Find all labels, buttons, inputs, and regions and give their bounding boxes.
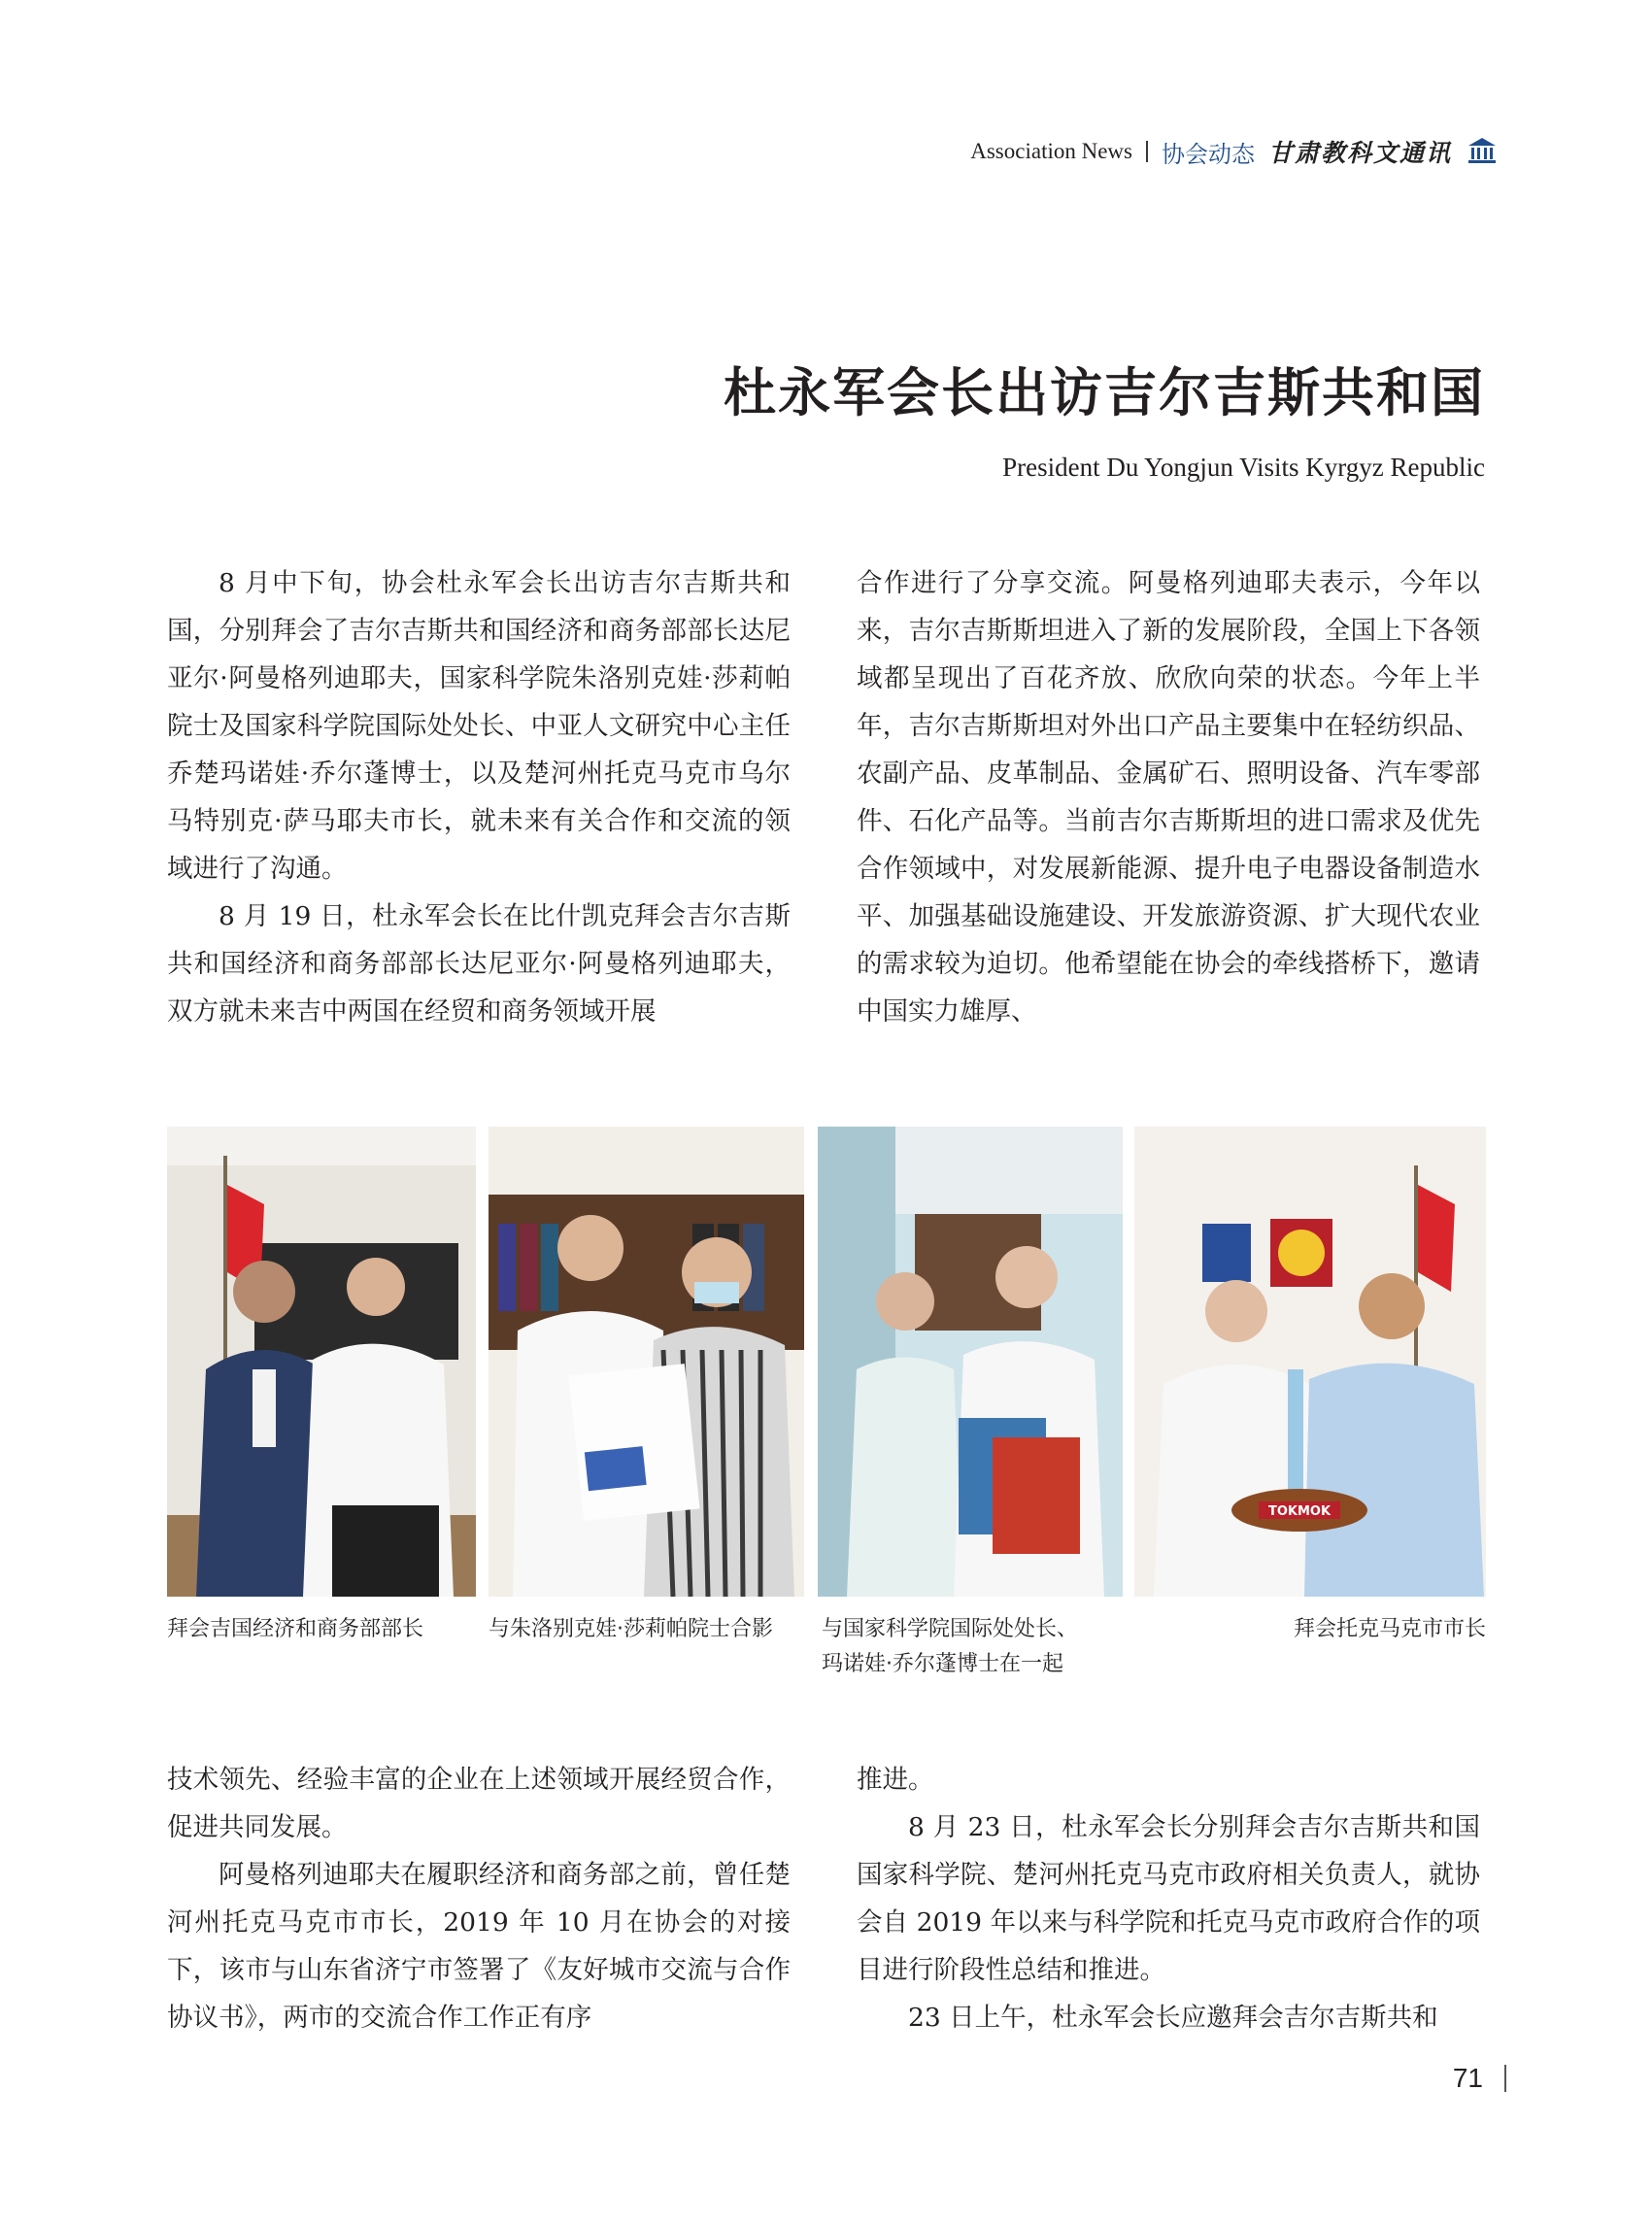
photo-caption-line: 玛诺娃·乔尔蓬博士在一起 xyxy=(822,1652,1063,1676)
header-divider xyxy=(1146,141,1148,162)
running-header xyxy=(970,132,1499,171)
page-number: 71 xyxy=(1452,2063,1483,2093)
article-subtitle: President Du Yongjun Visits Kyrgyz Republic xyxy=(1002,453,1485,482)
article-title: 杜永军会长出访吉尔吉斯共和国 xyxy=(724,362,1485,423)
photo-caption: 拜会吉国经济和商务部部长 xyxy=(167,1617,424,1641)
paragraph: 8 月 23 日，杜永军会长分别拜会吉尔吉斯共和国国家科学院、楚河州托克马克市政府相关负责人，就协会自 2019 年以来与科学院和托克马克市政府合作的项目进行阶段性总结和推进。 xyxy=(857,1812,1480,1985)
paragraph: 阿曼格列迪耶夫在履职经济和商务部之前，曾任楚河州托克马克市市长，2019 年 10 月在协会的对接下，该市与山东省济宁市签署了《友好城市交流与合作协议书》，两市的交流合作工作正有序 xyxy=(167,1860,791,2033)
text-column-3 xyxy=(167,1756,791,2041)
section-name-en: Association News xyxy=(970,139,1132,163)
paragraph: 合作进行了分享交流。阿曼格列迪耶夫表示，今年以来，吉尔吉斯斯坦进入了新的发展阶段，全国上下各领域都呈现出了百花齐放、欣欣向荣的状态。今年上半年，吉尔吉斯斯坦对外出口产品主要集中在轻纺织品、农副产品、皮革制品、金属矿石、照明设备、汽车零部件、石化产品等。当前吉尔吉斯斯坦的进口需求及优先合作领域中，对发展新能源、提升电子电器设备制造水平、加强基础设施建设、开发旅游资源、扩大现代农业的需求较为迫切。他希望能在协会的牵线搭桥下，邀请中国实力雄厚、 xyxy=(857,568,1480,1027)
photo-caption xyxy=(822,1612,1132,1682)
text-column-4 xyxy=(857,1756,1480,2041)
paragraph: 8 月中下旬，协会杜永军会长出访吉尔吉斯共和国，分别拜会了吉尔吉斯共和国经济和商务部部长达尼亚尔·阿曼格列迪耶夫，国家科学院朱洛别克娃·莎莉帕院士及国家科学院国际处处长、中亚人文研究中心主任乔楚玛诺娃·乔尔蓬博士，以及楚河州托克马克市乌尔马特别克·萨马耶夫市长，就未来有关合作和交流的领域进行了沟通。 xyxy=(167,568,791,884)
paragraph: 技术领先、经验丰富的企业在上述领域开展经贸合作，促进共同发展。 xyxy=(167,1765,791,1842)
photo-caption: 与朱洛别克娃·莎莉帕院士合影 xyxy=(489,1617,773,1641)
text-column-2 xyxy=(857,559,1480,1035)
page-folio xyxy=(1453,2063,1506,2094)
photo-caption: 拜会托克马克市市长 xyxy=(1293,1617,1486,1641)
photo-caption-line: 与国家科学院国际处处长、 xyxy=(822,1617,1079,1641)
photo-academician xyxy=(489,1127,804,1597)
gspa-logo-icon xyxy=(1466,135,1499,168)
paragraph: 23 日上午，杜永军会长应邀拜会吉尔吉斯共和 xyxy=(908,2003,1438,2033)
photo-tokmok-mayor xyxy=(1134,1127,1486,1597)
paragraph: 推进。 xyxy=(857,1765,934,1795)
folio-divider xyxy=(1504,2065,1506,2092)
section-name-cn: 协会动态 xyxy=(1161,140,1255,168)
photo-meeting-minister xyxy=(167,1127,476,1597)
text-column-1 xyxy=(167,559,791,1035)
magazine-name: 甘肃教科文通讯 xyxy=(1267,139,1452,167)
tokmok-sign-text: TOKMOK xyxy=(1267,1504,1332,1519)
photo-international-office xyxy=(818,1127,1123,1597)
paragraph: 8 月 19 日，杜永军会长在比什凯克拜会吉尔吉斯共和国经济和商务部部长达尼亚尔·阿曼格列迪耶夫，双方就未来吉中两国在经贸和商务领域开展 xyxy=(167,901,791,1027)
